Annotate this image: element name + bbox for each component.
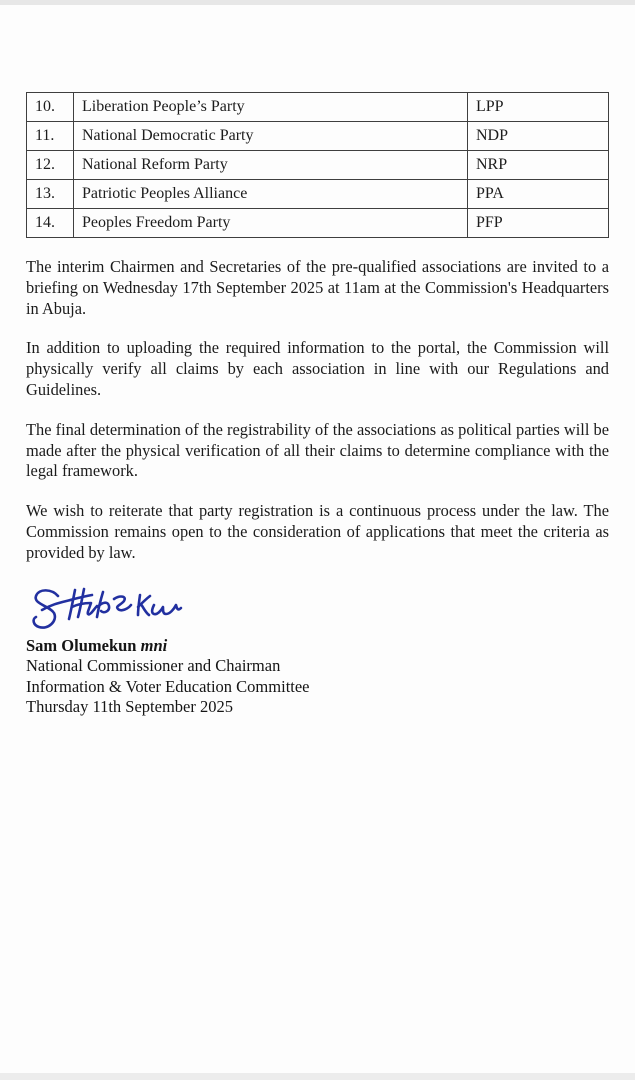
- signature-block: [26, 583, 609, 718]
- party-number: 10.: [27, 93, 74, 122]
- signatory-name-line: [26, 636, 609, 657]
- party-abbreviation: NDP: [468, 122, 609, 151]
- signatory-title-1: National Commissioner and Chairman: [26, 656, 281, 676]
- party-name: National Reform Party: [74, 151, 468, 180]
- party-abbreviation: PPA: [468, 180, 609, 209]
- party-name: Liberation People’s Party: [74, 93, 468, 122]
- party-abbreviation: LPP: [468, 93, 609, 122]
- party-number: 12.: [27, 151, 74, 180]
- photo-edge-bottom: [0, 1073, 635, 1080]
- paragraph-physical-verification: In addition to uploading the required information to the portal, the Commission will physically verify all claims by each association in line with our Regulations and Guidelines.: [26, 338, 609, 399]
- table-row: [27, 209, 609, 238]
- handwritten-signature-icon: [28, 583, 186, 633]
- party-name: Peoples Freedom Party: [74, 209, 468, 238]
- paragraph-continuous-process: We wish to reiterate that party registration is a continuous process under the law. The Commission remains open to the consideration of applications that meet the criteria as provided by law.: [26, 501, 609, 562]
- signatory-suffix: mni: [140, 635, 168, 655]
- document-date: Thursday 11th September 2025: [26, 697, 233, 717]
- party-name: Patriotic Peoples Alliance: [74, 180, 468, 209]
- party-abbreviation: PFP: [468, 209, 609, 238]
- table-row: [27, 122, 609, 151]
- table-row: [27, 180, 609, 209]
- signatory-name: Sam Olumekun: [26, 635, 137, 655]
- party-number: 11.: [27, 122, 74, 151]
- party-name: National Democratic Party: [74, 122, 468, 151]
- parties-table: [26, 92, 609, 238]
- party-number: 14.: [27, 209, 74, 238]
- party-abbreviation: NRP: [468, 151, 609, 180]
- document-content: [0, 5, 635, 718]
- table-row: [27, 151, 609, 180]
- paragraph-final-determination: The final determination of the registrability of the associations as political parties will be made after the physical verification of all their claims to determine compliance with the legal framework.: [26, 419, 609, 481]
- signatory-title-2: Information & Voter Education Committee: [26, 676, 310, 696]
- paragraph-briefing-invitation: The interim Chairmen and Secretaries of the pre-qualified associations are invited to a briefing on Wednesday 17th September 2025 at 11am at the Commission's Headquarters in Abuja.: [26, 257, 609, 318]
- party-number: 13.: [27, 180, 74, 209]
- table-row: [27, 93, 609, 122]
